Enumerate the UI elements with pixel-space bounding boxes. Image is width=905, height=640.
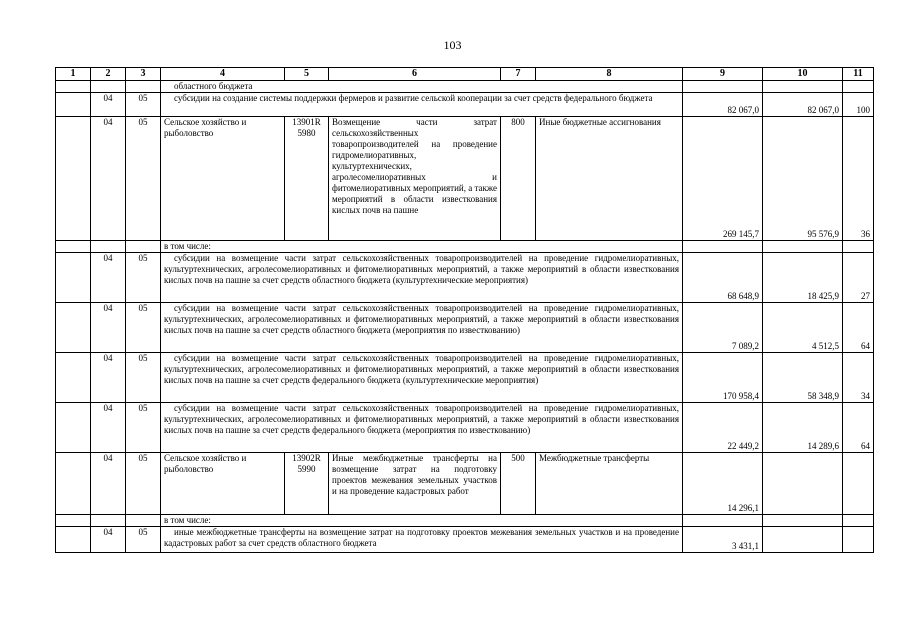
header-row: [56, 68, 874, 81]
cell-subsection-code: 05: [126, 353, 161, 403]
cell-section-code: 04: [91, 253, 126, 303]
cell-col-1: [56, 403, 91, 453]
cell-col-1: [56, 241, 91, 253]
cell-planned-amount: [683, 515, 763, 527]
cell-subsection-code: 05: [126, 253, 161, 303]
cell-actual-amount: [763, 453, 843, 515]
column-header-9: 9: [683, 68, 763, 81]
page-number: 103: [443, 38, 462, 52]
cell-description: в том числе:: [161, 515, 683, 527]
cell-section-code: 04: [91, 453, 126, 515]
cell-planned-amount: 68 648,9: [683, 253, 763, 303]
cell-actual-amount: 82 067,0: [763, 93, 843, 117]
cell-subsection-code: [126, 515, 161, 527]
cell-section-code: 04: [91, 403, 126, 453]
cell-percent: [843, 515, 874, 527]
column-header-2: 2: [91, 68, 126, 81]
column-header-11: 11: [843, 68, 874, 81]
cell-section-code: [91, 81, 126, 93]
cell-subsection-code: 05: [126, 527, 161, 553]
column-header-4: 4: [161, 68, 285, 81]
cell-planned-amount: [683, 81, 763, 93]
cell-expense-type-name: Иные бюджетные ассигнования: [536, 117, 683, 241]
table-body: [56, 81, 874, 553]
cell-section-code: 04: [91, 527, 126, 553]
cell-percent: 100: [843, 93, 874, 117]
cell-col-1: [56, 353, 91, 403]
cell-article-name: Возмещение части затрат сельскохозяйственных товаропроизводителей на проведение гидромелиоративных, культуртехнических, агролесомелиоративных и фитомелиоративных мероприятий, а также мероприятий в области известкования кислых почв на пашне: [329, 117, 501, 241]
column-header-8: 8: [536, 68, 683, 81]
cell-col-1: [56, 527, 91, 553]
column-header-5: 5: [285, 68, 329, 81]
cell-section-name: Сельское хозяйство и рыболовство: [161, 117, 285, 241]
cell-actual-amount: 95 576,9: [763, 117, 843, 241]
cell-percent: [843, 527, 874, 553]
cell-planned-amount: 14 296,1: [683, 453, 763, 515]
column-header-6: 6: [329, 68, 501, 81]
cell-planned-amount: 22 449,2: [683, 403, 763, 453]
cell-actual-amount: [763, 527, 843, 553]
cell-col-1: [56, 93, 91, 117]
cell-col-1: [56, 117, 91, 241]
cell-expense-type: 500: [501, 453, 536, 515]
cell-section-code: 04: [91, 93, 126, 117]
cell-actual-amount: 4 512,5: [763, 303, 843, 353]
table-row: [56, 353, 874, 403]
table-row: [56, 527, 874, 553]
cell-description: субсидии на создание системы поддержки фермеров и развитие сельской кооперации за счет средств федерального бюджета: [161, 93, 683, 117]
column-header-3: 3: [126, 68, 161, 81]
cell-col-1: [56, 515, 91, 527]
cell-actual-amount: [763, 81, 843, 93]
cell-description: субсидии на возмещение части затрат сельскохозяйственных товаропроизводителей на проведение гидромелиоративных, культуртехнических, агролесомелиоративных и фитомелиоративных мероприятий, а также мероприятий в области известкования кислых почв на пашне за счет средств федерального бюджета (мероприятия по известкованию): [161, 403, 683, 453]
cell-percent: [843, 453, 874, 515]
table-row: [56, 303, 874, 353]
table-row: [56, 253, 874, 303]
cell-article-name: Иные межбюджетные трансферты на возмещение затрат на подготовку проектов межевания земельных участков и на проведение кадастровых работ: [329, 453, 501, 515]
cell-actual-amount: 58 348,9: [763, 353, 843, 403]
table-row: [56, 453, 874, 515]
cell-subsection-code: 05: [126, 93, 161, 117]
cell-description: субсидии на возмещение части затрат сельскохозяйственных товаропроизводителей на проведение гидромелиоративных, культуртехнических, агролесомелиоративных и фитомелиоративных мероприятий, а также мероприятий в области известкования кислых почв на пашне за счет средств областного бюджета (мероприятия по известкованию): [161, 303, 683, 353]
table-row: [56, 93, 874, 117]
cell-subsection-code: 05: [126, 117, 161, 241]
cell-description: субсидии на возмещение части затрат сельскохозяйственных товаропроизводителей на проведение гидромелиоративных, культуртехнических, агролесомелиоративных и фитомелиоративных мероприятий, а также мероприятий в области известкования кислых почв на пашне за счет средств федерального бюджета (культуртехнические мероприятия): [161, 353, 683, 403]
cell-subsection-code: [126, 81, 161, 93]
cell-target-article: 13901R 5980: [285, 117, 329, 241]
table-row: [56, 117, 874, 241]
cell-planned-amount: 3 431,1: [683, 527, 763, 553]
cell-percent: 34: [843, 353, 874, 403]
cell-actual-amount: [763, 241, 843, 253]
cell-percent: 36: [843, 117, 874, 241]
cell-actual-amount: 18 425,9: [763, 253, 843, 303]
cell-percent: 64: [843, 303, 874, 353]
cell-planned-amount: [683, 241, 763, 253]
cell-col-1: [56, 453, 91, 515]
cell-col-1: [56, 253, 91, 303]
cell-subsection-code: 05: [126, 453, 161, 515]
cell-col-1: [56, 81, 91, 93]
cell-description: в том числе:: [161, 241, 683, 253]
cell-section-code: 04: [91, 353, 126, 403]
cell-description: иные межбюджетные трансферты на возмещение затрат на подготовку проектов межевания земельных участков и на проведение кадастровых работ за счет средств областного бюджета: [161, 527, 683, 553]
cell-percent: 64: [843, 403, 874, 453]
column-header-10: 10: [763, 68, 843, 81]
column-header-1: 1: [56, 68, 91, 81]
cell-target-article: 13902R 5990: [285, 453, 329, 515]
cell-section-code: 04: [91, 117, 126, 241]
cell-description: субсидии на возмещение части затрат сельскохозяйственных товаропроизводителей на проведение гидромелиоративных, культуртехнических, агролесомелиоративных и фитомелиоративных мероприятий, а также мероприятий в области известкования кислых почв на пашне за счет средств областного бюджета (культуртехнические мероприятия): [161, 253, 683, 303]
cell-planned-amount: 170 958,4: [683, 353, 763, 403]
table-row: [56, 81, 874, 93]
cell-planned-amount: 269 145,7: [683, 117, 763, 241]
cell-section-name: Сельское хозяйство и рыболовство: [161, 453, 285, 515]
cell-actual-amount: 14 289,6: [763, 403, 843, 453]
budget-table: [55, 67, 874, 553]
table-row: [56, 241, 874, 253]
cell-subsection-code: [126, 241, 161, 253]
cell-section-code: [91, 241, 126, 253]
cell-col-1: [56, 303, 91, 353]
table-row: [56, 515, 874, 527]
column-header-7: 7: [501, 68, 536, 81]
cell-section-code: [91, 515, 126, 527]
cell-expense-type-name: Межбюджетные трансферты: [536, 453, 683, 515]
cell-planned-amount: 7 089,2: [683, 303, 763, 353]
cell-subsection-code: 05: [126, 303, 161, 353]
cell-percent: [843, 241, 874, 253]
cell-percent: 27: [843, 253, 874, 303]
cell-planned-amount: 82 067,0: [683, 93, 763, 117]
cell-actual-amount: [763, 515, 843, 527]
table-row: [56, 403, 874, 453]
cell-section-code: 04: [91, 303, 126, 353]
cell-description: областного бюджета: [161, 81, 683, 93]
cell-subsection-code: 05: [126, 403, 161, 453]
cell-expense-type: 800: [501, 117, 536, 241]
cell-percent: [843, 81, 874, 93]
